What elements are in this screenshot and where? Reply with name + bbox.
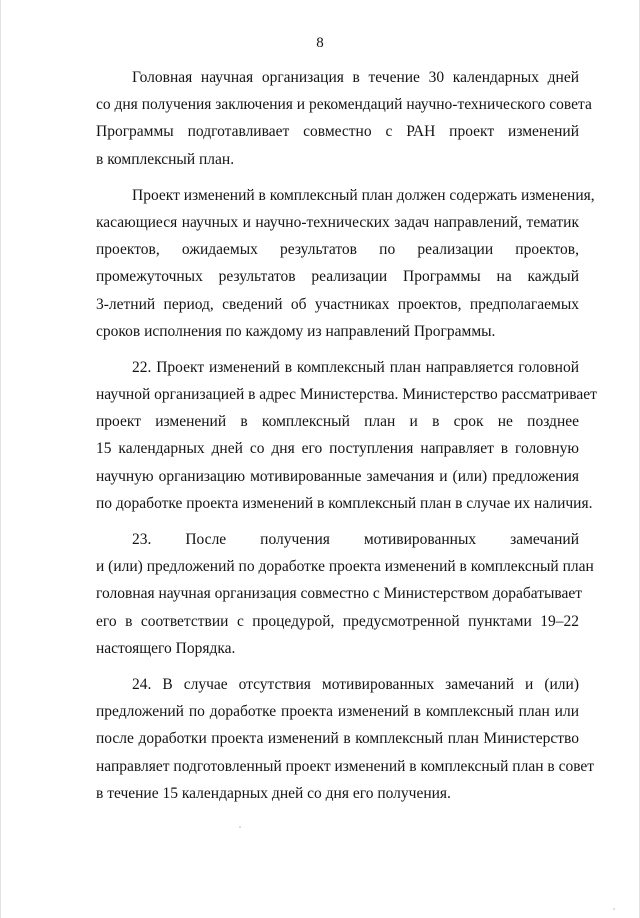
text-line: Проект изменений в комплексный план должен содержать изменения, [132, 186, 595, 204]
text-line: промежуточных результатов реализации Программы на каждый [96, 268, 579, 286]
text-line: научную организацию мотивированные замечания и (или) предложения [96, 467, 579, 485]
text-line: проектов, ожидаемых результатов по реализации проектов, [96, 241, 579, 259]
text-line: Программы подготавливает совместно с РАН проект изменений [96, 123, 579, 141]
text-line: его в соответствии с процедурой, предусмотренной пунктами 19–22 [96, 612, 579, 630]
paragraph-project-content [96, 182, 595, 345]
text-line: проект изменений в комплексный план и в срок не позднее [96, 413, 579, 431]
text-line: 3-летний период, сведений об участниках проектов, предполагаемых [96, 295, 579, 313]
text-line: 22. Проект изменений в комплексный план направляется головной [132, 358, 579, 376]
text-line: Головная научная организация в течение 30 календарных дней [132, 69, 579, 86]
text-line: научной организацией в адрес Министерства. Министерство рассматривает [96, 386, 597, 404]
text-line: настоящего Порядка. [96, 639, 236, 657]
text-line: в комплексный план. [96, 150, 235, 168]
paragraph-clause-22 [96, 354, 597, 517]
text-line: в течение 15 календарных дней со дня его получения. [96, 784, 451, 802]
scan-speck [613, 908, 615, 910]
text-line: 24. В случае отсутствия мотивированных замечаний и (или) [132, 675, 579, 693]
text-line: направляет подготовленный проект изменений в комплексный план в совет [96, 757, 595, 775]
text-line: предложений по доработке проекта изменений в комплексный план или [96, 703, 579, 721]
text-line: 23. После получения мотивированных замечаний [132, 531, 579, 548]
page-number: 8 [316, 35, 324, 51]
paragraph-intro [96, 64, 592, 173]
paragraph-clause-23 [96, 526, 594, 662]
scan-speck [239, 826, 241, 828]
text-line: сроков исполнения по каждому из направлений Программы. [96, 322, 496, 340]
text-line: 15 календарных дней со дня его поступления направляет в головную [96, 440, 579, 458]
text-line: после доработки проекта изменений в комплексный план Министерство [96, 730, 579, 748]
text-line: по доработке проекта изменений в комплексный план в случае их наличия. [96, 494, 593, 512]
paragraph-clause-24 [96, 671, 595, 807]
text-line: головная научная организация совместно с Министерством дорабатывает [96, 585, 583, 603]
document-body [96, 64, 597, 816]
text-line: касающиеся научных и научно-технических задач направлений, тематик [96, 213, 579, 231]
text-line: и (или) предложений по доработке проекта изменений в комплексный план [96, 558, 594, 576]
text-line: со дня получения заключения и рекомендаций научно-технического совета [96, 96, 592, 114]
